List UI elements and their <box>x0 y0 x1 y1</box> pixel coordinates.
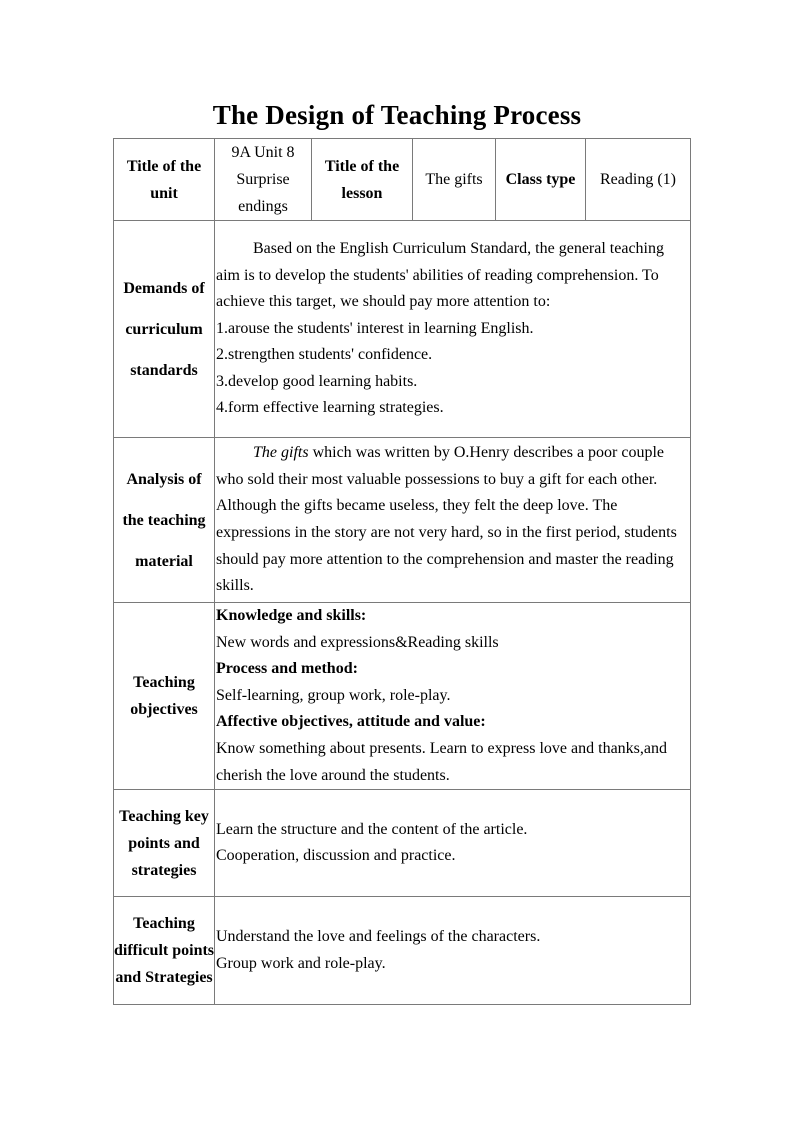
unit-label-cell <box>114 139 215 221</box>
key-points-content-cell <box>215 790 691 897</box>
demands-content-cell <box>215 221 691 438</box>
demands-label: Demands of curriculum standards <box>123 279 205 379</box>
lesson-label: Title of the lesson <box>324 157 400 202</box>
class-type-label-cell <box>496 139 586 221</box>
header-row <box>114 139 691 221</box>
affective-text: Know something about presents. Learn to express love and thanks,and cherish the love around the students. <box>216 739 668 784</box>
objectives-row <box>114 603 691 790</box>
difficult-points-line: Understand the love and feelings of the characters. <box>216 928 541 946</box>
key-points-line: Cooperation, discussion and practice. <box>216 847 456 865</box>
knowledge-text: New words and expressions&Reading skills <box>216 633 499 651</box>
objectives-content-cell <box>215 603 691 790</box>
demands-intro: Based on the English Curriculum Standard, the general teaching aim is to develop the students' abilities of reading comprehension. To achieve this target, we should pay more attention to: <box>216 239 664 311</box>
difficult-points-row <box>114 897 691 1005</box>
analysis-label: Analysis of the teaching material <box>122 470 206 570</box>
analysis-text: which was written by O.Henry describes a poor couple who sold their most valuable possessions to buy a gift for each other. Although the gifts became useless, they felt the deep love. The expressions in the story are not very hard, so in the first period, students should pay more attention to the comprehension and master the reading skills. <box>216 444 677 595</box>
affective-heading: Affective objectives, attitude and value: <box>216 713 486 731</box>
difficult-points-content-cell <box>215 897 691 1005</box>
analysis-paragraph <box>216 440 690 600</box>
analysis-label-cell <box>114 438 215 603</box>
unit-value: 9A Unit 8 Surprise endings <box>231 144 295 215</box>
key-points-label-cell <box>114 790 215 897</box>
difficult-points-label-cell <box>114 897 215 1005</box>
key-points-row <box>114 790 691 897</box>
unit-label: Title of the unit <box>126 157 202 202</box>
page-title: The Design of Teaching Process <box>212 100 582 130</box>
key-points-label: Teaching key points and strategies <box>119 807 209 879</box>
demands-item: 4.form effective learning strategies. <box>216 399 444 417</box>
demands-item: 2.strengthen students' confidence. <box>216 346 433 364</box>
unit-value-cell <box>215 139 312 221</box>
objectives-label-cell <box>114 603 215 790</box>
book-title: The gifts <box>253 444 309 462</box>
class-type-value: Reading (1) <box>600 171 676 188</box>
teaching-process-table <box>113 138 691 1005</box>
lesson-value-cell <box>413 139 496 221</box>
lesson-value: The gifts <box>425 171 483 188</box>
key-points-line: Learn the structure and the content of the article. <box>216 820 528 838</box>
objectives-label: Teaching objectives <box>130 674 198 719</box>
demands-item: 1.arouse the students' interest in learning English. <box>216 319 534 337</box>
class-type-value-cell <box>586 139 691 221</box>
demands-item: 3.develop good learning habits. <box>216 372 418 390</box>
process-heading: Process and method: <box>216 660 358 678</box>
class-type-label: Class type <box>505 171 576 188</box>
analysis-content-cell <box>215 438 691 603</box>
demands-label-cell <box>114 221 215 438</box>
difficult-points-label: Teaching difficult points and Strategies <box>114 915 215 987</box>
process-text: Self-learning, group work, role-play. <box>216 686 451 704</box>
difficult-points-line: Group work and role-play. <box>216 954 386 972</box>
knowledge-heading: Knowledge and skills: <box>216 607 367 624</box>
analysis-row <box>114 438 691 603</box>
demands-row <box>114 221 691 438</box>
lesson-label-cell <box>312 139 413 221</box>
